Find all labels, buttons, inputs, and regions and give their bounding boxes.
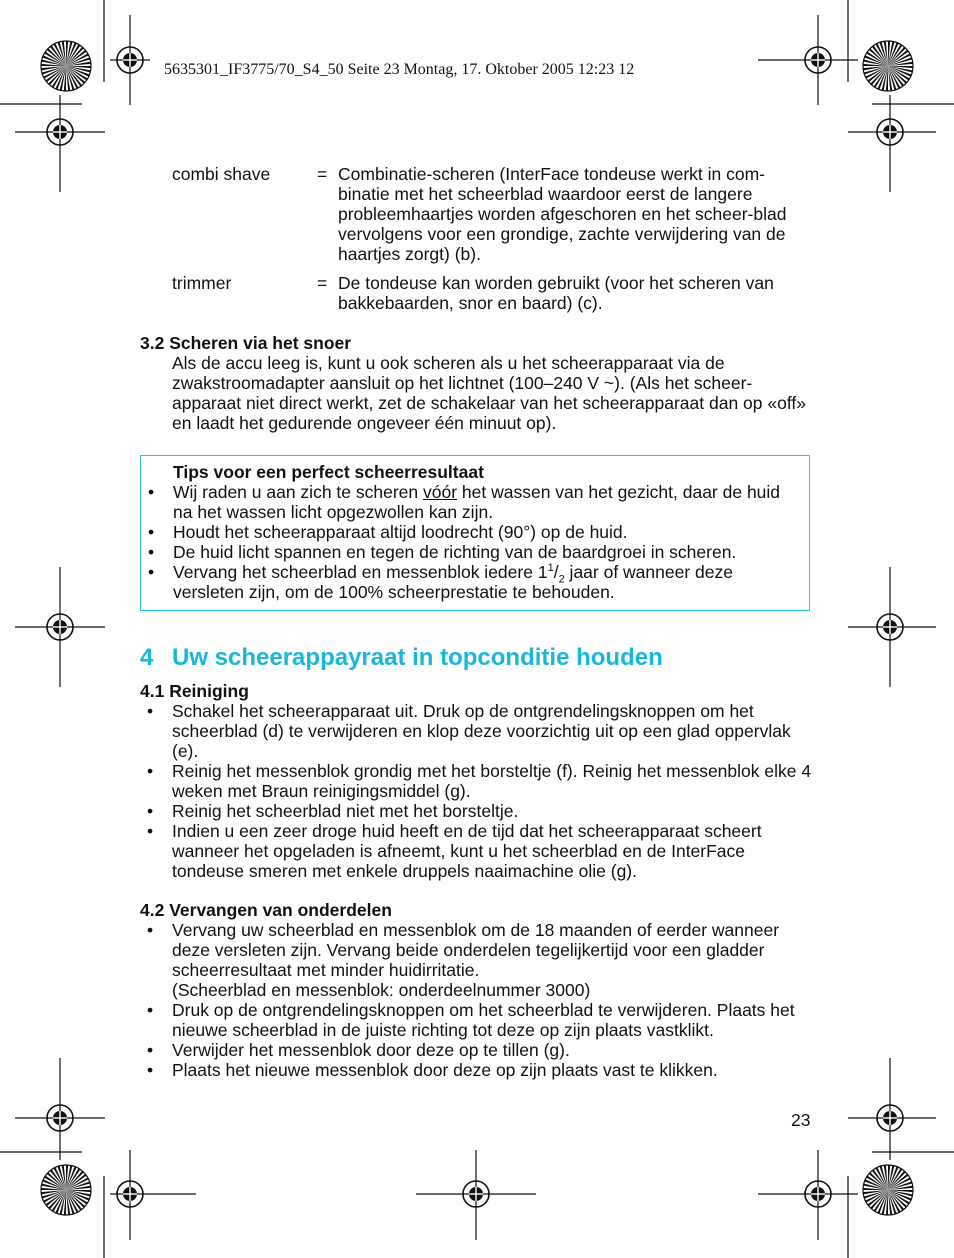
fraction-numerator: 1 <box>547 562 554 575</box>
list-item <box>140 920 812 1000</box>
definition-equals: = <box>317 273 328 293</box>
part-number-note: (Scheerblad en messenblok: onderdeelnummer 3000) <box>172 980 591 1000</box>
tip-text: het wassen van het gezicht, daar de huid na het wassen licht opgezwollen kan zijn. <box>173 482 781 522</box>
list-item: • Indien u een zeer droge huid heeft en de tijd dat het scheerapparaat scheert wanneer het opgeladen is afneemt, kunt u het scheerblad en de InterFace tondeuse smeren met enkele druppels naaimachine olie (g). <box>140 821 812 881</box>
starburst-target-icon <box>863 1165 913 1215</box>
tip-text: jaar of wanneer deze versleten zijn, om de 100% scheerprestatie te behouden. <box>173 562 733 602</box>
section-heading: 3.2 Scheren via het snoer <box>140 333 352 353</box>
chapter-title: Uw scheerappayraat in topconditie houden <box>172 644 663 671</box>
tips-title: Tips voor een perfect scheerresultaat <box>173 462 484 482</box>
definition-equals: = <box>317 164 328 184</box>
tip-text: Wij raden u aan zich te scheren <box>173 482 423 502</box>
section-4-1 <box>140 681 812 881</box>
list-item: • Reinig het scheerblad niet met het borsteltje. <box>140 801 812 821</box>
item-text: • Vervang uw scheerblad en messenblok om de 18 maanden of eerder wanneer deze versleten zijn. Vervang beide onderdelen tegelijkertijd voor een gladder scheerresultaat met minder huidirritatie. <box>172 920 780 980</box>
cleaning-list <box>140 701 812 881</box>
list-item <box>141 482 801 522</box>
list-item: • Vervang het scheerblad en messenblok iedere $1^1/_2$ jaar of wanneer deze versleten zijn, om de 100% scheerprestatie te behouden. <box>141 562 801 602</box>
starburst-target-icon <box>863 41 913 91</box>
definition-description: Combinatie-scheren (InterFace tondeuse werkt in com-binatie met het scheerblad waardoor eerst de langere probleemhaartjes worden afgeschoren en het scheer-blad vervolgens voor een grondige, zachte verwijdering van de haartjes zorgt) (b). <box>338 164 787 264</box>
fraction-denominator: 2 <box>558 573 565 586</box>
chapter-number: 4 <box>140 644 154 671</box>
section-heading: 4.1 Reiniging <box>140 681 249 701</box>
section-4-2 <box>140 900 812 1080</box>
definition-term: trimmer <box>172 273 232 293</box>
definition-row-trimmer <box>172 273 812 313</box>
section-3-2 <box>140 333 812 433</box>
starburst-target-icon <box>41 1165 91 1215</box>
chapter-heading <box>140 643 663 673</box>
replacement-list <box>140 920 812 1080</box>
list-item: • Reinig het messenblok grondig met het borsteltje (f). Reinig het messenblok elke 4 weken met Braun reinigingsmiddel (g). <box>140 761 812 801</box>
list-item: • Schakel het scheerapparaat uit. Druk op de ontgrendelingsknoppen om het scheerblad (d) te verwijderen en klop deze voorzichtig uit op een glad oppervlak (e). <box>140 701 812 761</box>
list-item: • Druk op de ontgrendelingsknoppen om het scheerblad te verwijderen. Plaats het nieuwe scheerblad in de juiste richting tot deze op zijn plaats vastklikt. <box>140 1000 812 1040</box>
section-body: Als de accu leeg is, kunt u ook scheren als u het scheerapparaat via de zwakstroomadapter aansluit op het lichtnet (100–240 V ~). (Als het scheer-apparaat niet direct werkt, zet de schakelaar van het scheerapparaat dan op «off» en laadt het gedurende ongeveer één minuut op). <box>172 353 806 433</box>
definition-row-combi-shave <box>172 164 812 264</box>
tip-text: Vervang het scheerblad en messenblok iedere 1 <box>173 562 548 582</box>
tips-list <box>141 482 801 602</box>
page-number: 23 <box>791 1110 811 1130</box>
section-heading: 4.2 Vervangen van onderdelen <box>140 900 392 920</box>
list-item: • Verwijder het messenblok door deze op te tillen (g). <box>140 1040 812 1060</box>
list-item: • Houdt het scheerapparaat altijd loodrecht (90°) op de huid. <box>141 522 801 542</box>
definition-description: De tondeuse kan worden gebruikt (voor het scheren van bakkebaarden, snor en baard) (c). <box>338 273 774 313</box>
underlined-word: vóór <box>423 482 458 502</box>
mode-definition-list <box>172 164 812 322</box>
tips-box <box>140 455 810 611</box>
list-item: • Plaats het nieuwe messenblok door deze op zijn plaats vast te klikken. <box>140 1060 812 1080</box>
definition-term: combi shave <box>172 164 271 184</box>
print-slug: 5635301_IF3775/70_S4_50 Seite 23 Montag, 17. Oktober 2005 12:23 12 <box>164 61 635 78</box>
starburst-target-icon <box>41 41 91 91</box>
list-item: • De huid licht spannen en tegen de richting van de baardgroei in scheren. <box>141 542 801 562</box>
